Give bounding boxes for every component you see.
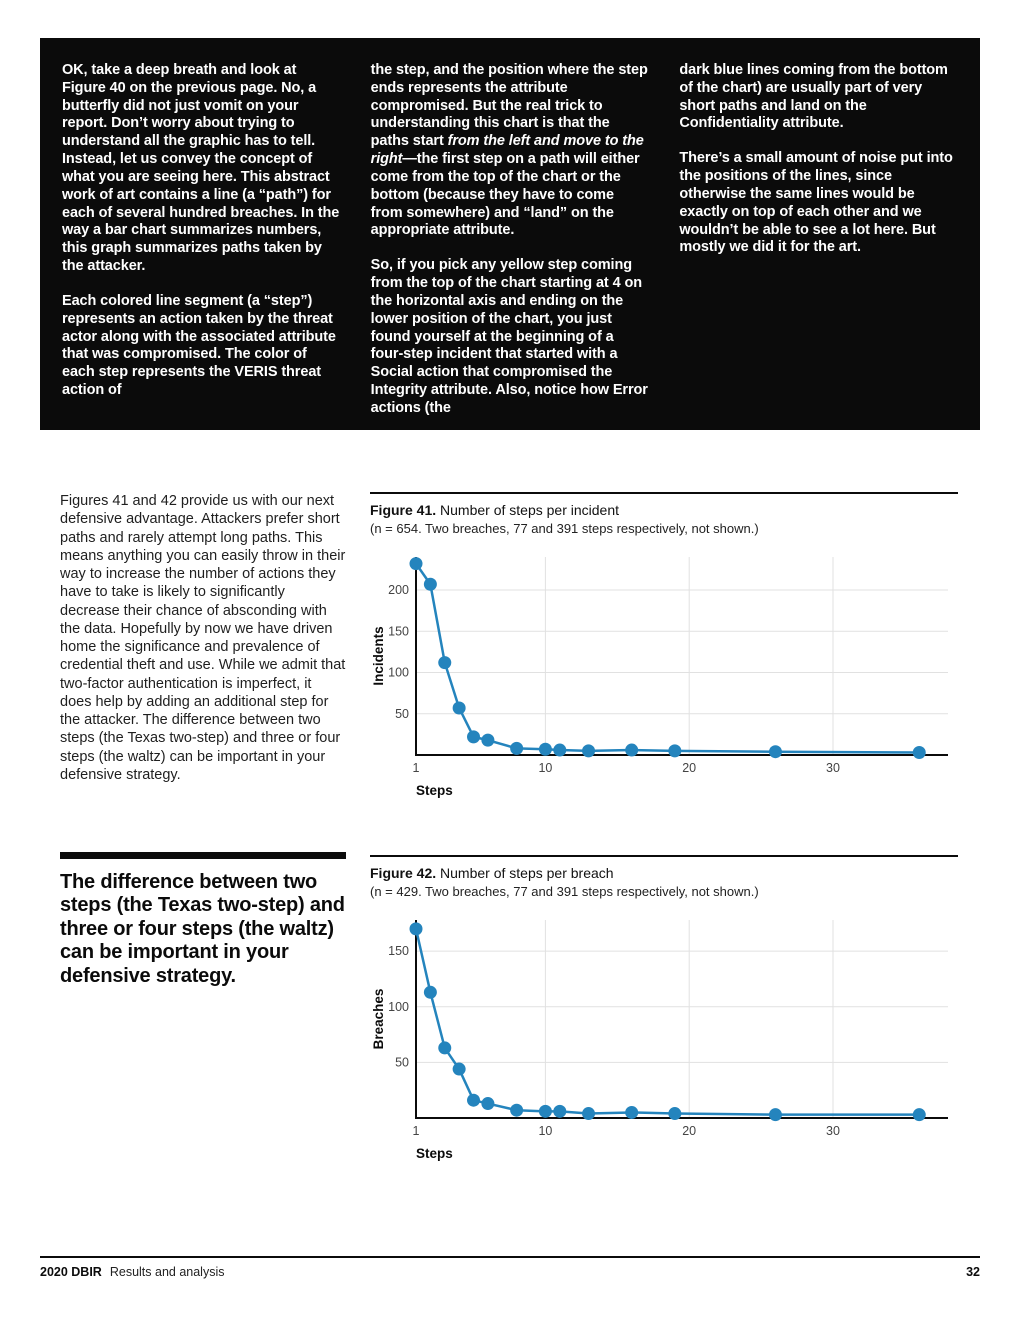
pull-quote-text: The difference between two steps (the Texas two-step) and three or four steps (the waltz) can be important in your defensive strategy.	[60, 871, 345, 987]
svg-text:150: 150	[388, 624, 409, 638]
svg-text:100: 100	[388, 999, 409, 1014]
svg-text:1: 1	[412, 1123, 420, 1138]
figure-42	[370, 855, 958, 1164]
svg-text:10: 10	[538, 1123, 553, 1138]
footer-section: Results and analysis	[109, 1265, 225, 1279]
intro-paragraph: Each colored line segment (a “step”) represents an action taken by the threat actor along with the associated attribute that was compromised. The color of each step represents the VERIS threat action of	[62, 292, 336, 399]
steps-per-breach-chart	[370, 912, 958, 1164]
svg-text:20: 20	[682, 760, 697, 775]
svg-text:Incidents: Incidents	[371, 626, 386, 686]
figure-rule	[370, 492, 958, 494]
svg-text:100: 100	[388, 665, 409, 680]
intro-paragraph: So, if you pick any yellow step coming from the top of the chart starting at 4 on the horizontal axis and ending on the lower position of the chart, you just found yourself at the beginning of a four-step incident that started with a Social action that compromised the Integrity attribute. Also, notice how Error actions (the	[370, 257, 648, 416]
svg-text:20: 20	[682, 1123, 697, 1138]
svg-text:Breaches: Breaches	[371, 988, 386, 1050]
pull-quote	[60, 852, 346, 988]
body-paragraph: Figures 41 and 42 provide us with our next defensive advantage. Attackers prefer short paths and rarely attempt long paths. This means anything you can easily throw in their way to increase the number of actions they have to take is likely to significantly decrease their chance of absconding with the data. Hopefully by now we have driven home the significance and prevalence of credential theft and use. While we admit that two-factor authentication is imperfect, it does help by adding an additional step for the attacker. The difference between two steps (the Texas two-step) and three or four steps (the waltz) can be important in your defensive strategy.	[60, 493, 346, 783]
figure-title: Number of steps per breach	[440, 865, 614, 881]
svg-text:50: 50	[395, 1055, 409, 1070]
figure-note: (n = 654. Two breaches, 77 and 391 steps respectively, not shown.)	[370, 520, 759, 536]
intro-column-2	[370, 62, 650, 416]
steps-per-incident-chart	[370, 549, 958, 801]
figure-title: Number of steps per incident	[440, 502, 620, 518]
svg-text:10: 10	[538, 760, 553, 775]
figure-label: Figure 42.	[370, 865, 437, 881]
svg-text:1: 1	[412, 760, 420, 775]
intro-column-1	[62, 62, 341, 406]
intro-paragraph: There’s a small amount of noise put into the positions of the lines, since otherwise the same lines would be exactly on top of each other and we wouldn’t be able to see a lot here. But mostly we did it for the art.	[679, 150, 953, 256]
figure-label: Figure 41.	[370, 502, 437, 518]
figure-rule	[370, 855, 958, 857]
svg-text:30: 30	[826, 1123, 840, 1138]
figure-41	[370, 492, 958, 801]
intro-paragraph: the step, and the position where the step ends represents the attribute compromised. But the real trick to understanding this chart is that the paths start from the left and move to the right—the first step on a path will either come from the top of the chart or the bottom (because they have to come from somewhere) and “land” on the appropriate attribute.	[370, 62, 648, 239]
page-footer	[40, 1256, 980, 1279]
footer-row	[40, 1265, 980, 1279]
figure-caption	[370, 865, 958, 883]
figure-note: (n = 429. Two breaches, 77 and 391 steps respectively, not shown.)	[370, 883, 759, 899]
figure-caption	[370, 502, 958, 520]
intro-box	[40, 38, 980, 430]
intro-paragraph: OK, take a deep breath and look at Figure 40 on the previous page. No, a butterfly did not just vomit on your report. Don’t worry about trying to understand all the graphic has to tell. Instead, let us convey the concept of what you are seeing here. This abstract work of art contains a line (a “path”) for each of several hundred breaches. In the way a bar chart summarizes numbers, this graph summarizes paths taken by the attacker.	[62, 62, 340, 275]
intro-paragraph: dark blue lines coming from the bottom of the chart) are usually part of very short paths and land on the Confidentiality attribute.	[679, 62, 948, 132]
svg-text:50: 50	[395, 706, 409, 721]
pull-quote-bar	[60, 852, 346, 859]
footer-brand: 2020 DBIR	[40, 1265, 102, 1279]
page-number: 32	[966, 1265, 980, 1279]
intro-column-3	[679, 62, 958, 406]
footer-rule	[40, 1256, 980, 1258]
svg-text:30: 30	[826, 760, 840, 775]
svg-text:Steps: Steps	[416, 782, 453, 798]
svg-text:150: 150	[388, 943, 409, 958]
svg-text:200: 200	[388, 582, 409, 597]
svg-text:Steps: Steps	[416, 1145, 453, 1161]
